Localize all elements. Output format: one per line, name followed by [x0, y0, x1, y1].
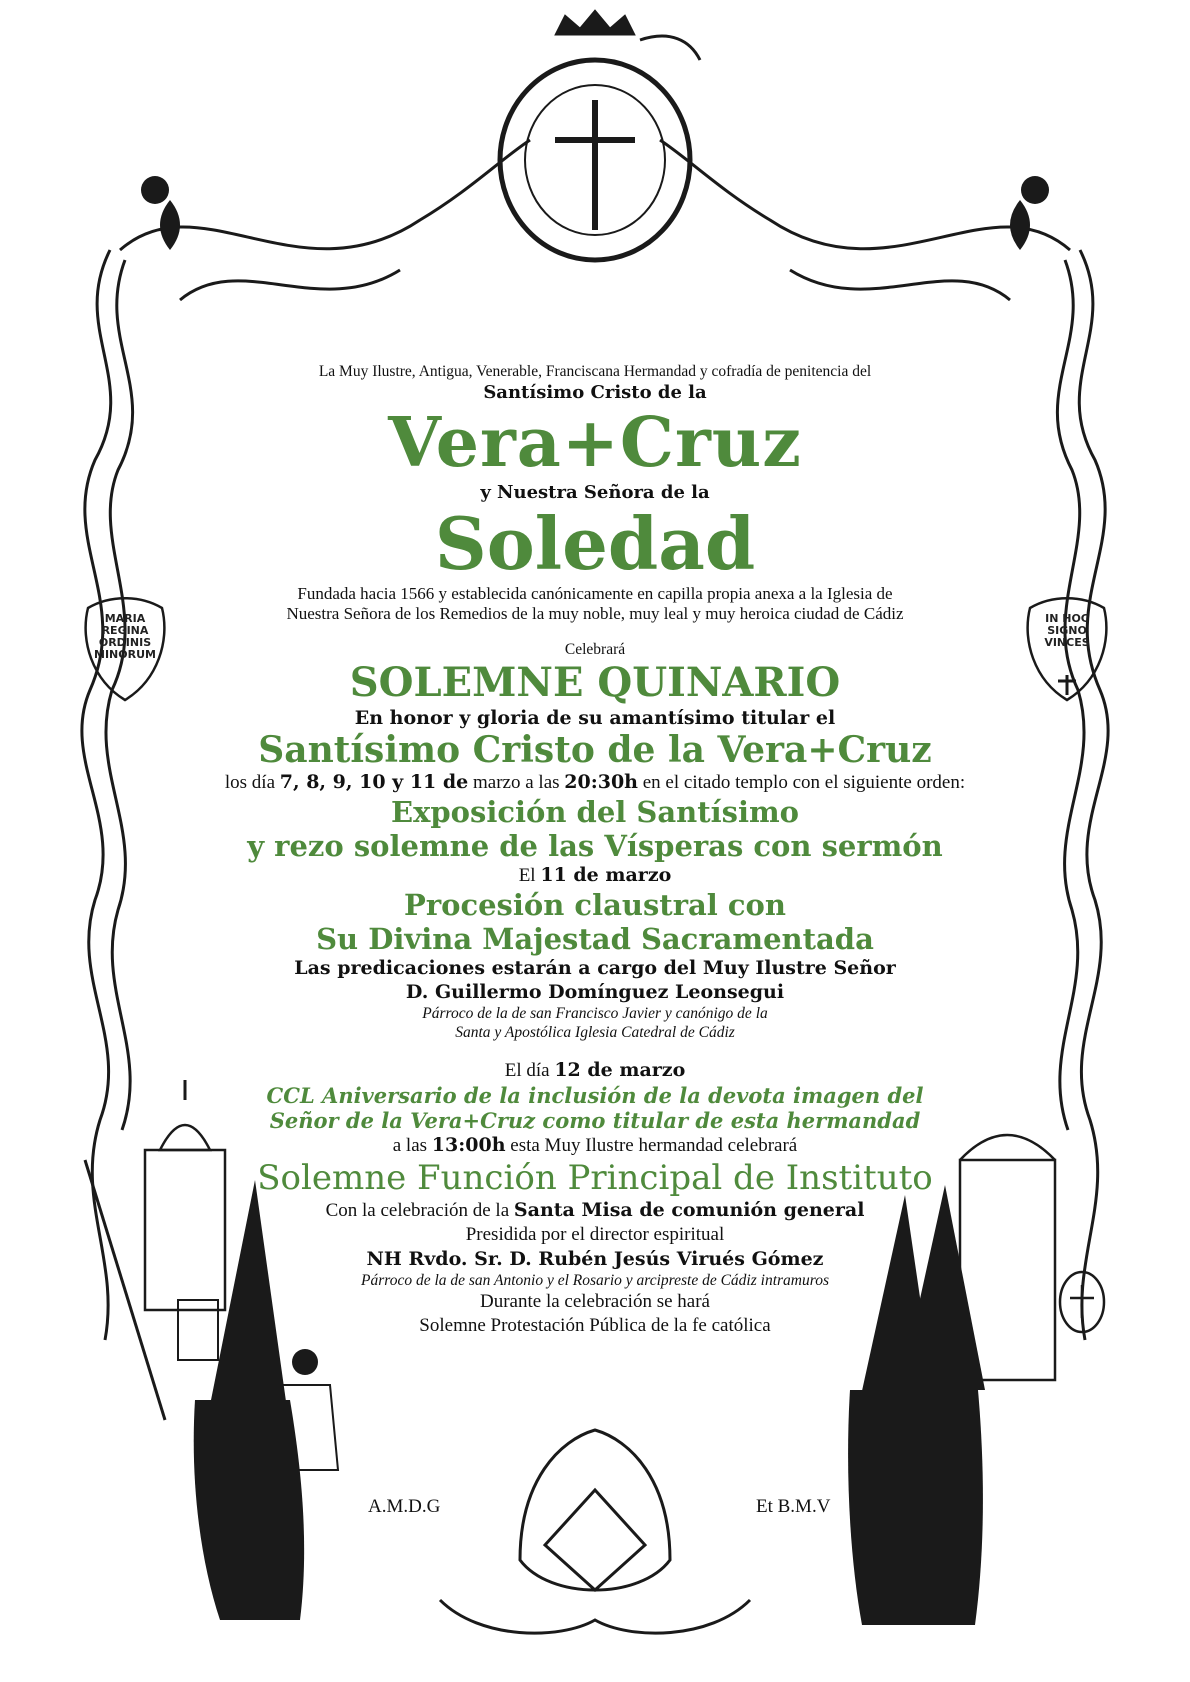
anniversary-line-1: CCL Aniversario de la inclusión de la devota imagen del [266, 1083, 924, 1108]
funcion-time-line: a las 13:00h esta Muy Ilustre hermandad celebrará [392, 1134, 798, 1156]
bmv-mark: Et B.M.V [756, 1496, 831, 1517]
title-soledad: Soledad [434, 501, 756, 586]
right-cartouche-inscription: IN HOC SIGNO VINCES [1044, 612, 1090, 649]
bottom-medallion [440, 1430, 750, 1633]
titular-name: Santísimo Cristo de la Vera+Cruz [258, 729, 932, 771]
founding-line-1: Fundada hacia 1566 y establecida canónicamente en capilla propia anexa a la Iglesia de [297, 584, 893, 603]
procesion-line-2: Su Divina Majestad Sacramentada [316, 922, 874, 956]
title-vera-cruz: Vera+Cruz [388, 403, 802, 483]
brotherhood-intro: La Muy Ilustre, Antigua, Venerable, Franciscana Hermandad y cofradía de penitencia del [318, 363, 872, 380]
quinario-dates: los día 7, 8, 9, 10 y 11 de marzo a las 20:30h en el citado templo con el siguiente orden: [224, 771, 966, 793]
preacher-role-2: Santa y Apostólica Iglesia Catedral de Cádiz [455, 1024, 735, 1041]
presided-line: Presidida por el director espiritual [465, 1224, 725, 1245]
protestation-line: Solemne Protestación Pública de la fe católica [419, 1315, 771, 1336]
during-line: Durante la celebración se hará [480, 1291, 710, 1312]
director-name: NH Rvdo. Sr. D. Rubén Jesús Virués Gómez [366, 1248, 824, 1270]
funcion-title: Solemne Función Principal de Instituto [257, 1158, 933, 1198]
day11-line: El 11 de marzo [518, 864, 672, 886]
founding-line-2: Nuestra Señora de los Remedios de la muy noble, muy leal y muy heroica ciudad de Cádiz [286, 604, 904, 623]
anniversary-line-2: Señor de la Vera+Cruz como titular de esta hermandad [269, 1108, 921, 1133]
left-cartouche-inscription: MARIA REGINA ORDINIS MINORUM [94, 612, 156, 661]
preacher-role-1: Párroco de la de san Francisco Javier y canónigo de la [422, 1005, 768, 1022]
day12-line: El día 12 de marzo [504, 1059, 686, 1081]
exposicion-line-1: Exposición del Santísimo [391, 795, 799, 829]
mass-line: Con la celebración de la Santa Misa de comunión general [325, 1199, 865, 1221]
honor-line: En honor y gloria de su amantísimo titular el [354, 707, 836, 729]
exposicion-line-2: y rezo solemne de las Vísperas con sermón [247, 829, 943, 863]
poster-text [150, 362, 1040, 1338]
title-connector: y Nuestra Señora de la [480, 482, 710, 503]
director-role: Párroco de la de san Antonio y el Rosario y arcipreste de Cádiz intramuros [361, 1272, 829, 1289]
preacher-name: D. Guillermo Domínguez Leonsegui [405, 981, 785, 1003]
quinario-title: SOLEMNE QUINARIO [349, 659, 841, 706]
amdg-mark: A.M.D.G [368, 1496, 441, 1517]
preacher-intro: Las predicaciones estarán a cargo del Muy Ilustre Señor [294, 957, 896, 979]
procesion-line-1: Procesión claustral con [404, 888, 786, 922]
celebrara-label: Celebrará [564, 641, 626, 658]
top-medallion [500, 10, 700, 260]
brotherhood-subtitle: Santísimo Cristo de la [483, 382, 707, 403]
